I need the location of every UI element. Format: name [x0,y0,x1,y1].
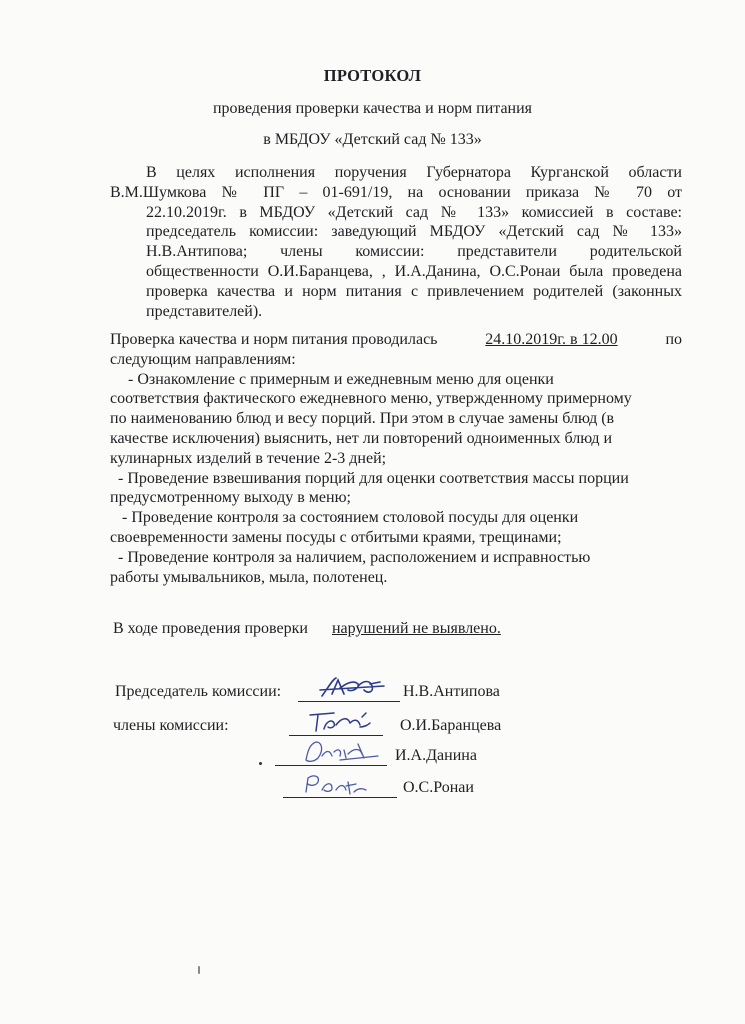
signer-name: Н.В.Антипова [403,683,500,700]
signer-name: О.С.Ронаи [403,779,474,796]
findings-line [113,620,501,638]
direction-line: - Проведение контроля за состоянием столовой посуды для оценки [122,509,579,527]
signature-antipova [318,674,388,702]
intro-line: В.М.Шумкова № ПГ – 01-691/19, на основании приказа № 70 от [110,183,682,201]
intro-line: В целях исполнения поручения Губернатора Курганской области [146,164,682,181]
direction-line: своевременности замены посуды с отбитыми краями, трещинами; [110,528,562,546]
intro-line: представителей). [146,302,263,320]
check-paragraph [110,330,682,587]
document-title: ПРОТОКОЛ [323,66,422,85]
intro-line: проверка качества и норм питания с привлечением родителей (законных [146,282,682,300]
check-line: следующим направлениям: [110,350,296,368]
stray-mark [259,762,262,765]
direction-line: соответствия фактического ежедневного меню, утвержденному примерному [110,390,632,408]
findings-label: В ходе проведения проверки [113,620,308,637]
stray-mark [198,966,200,974]
findings-result: нарушений не выявлено. [331,620,501,637]
direction-line: качестве исключения) выяснить, нет ли повторений одноименных блюд и [110,429,613,447]
check-date-time: 24.10.2019г. в 12.00 [485,331,618,348]
intro-line: Н.В.Антипова; члены комиссии: представители родительской [146,243,682,261]
direction-line: - Ознакомление с примерным и ежедневным меню для оценки [128,370,554,388]
intro-line: 22.10.2019г. в МБДОУ «Детский сад № 133» комиссией в составе: [146,203,682,221]
signature-ronai [300,772,370,798]
signature-barantseva [306,707,376,735]
signer-name: И.А.Данина [395,747,477,764]
signature-danina [300,738,380,766]
direction-line: работы умывальников, мыла, полотенец. [110,568,388,586]
direction-line: по наименованию блюд и весу порций. При этом в случае замены блюд (в [110,410,615,428]
check-line [110,330,682,350]
direction-line: предусмотренному выходу в меню; [110,489,351,507]
intro-line: общественности О.И.Баранцева, , И.А.Данина, О.С.Ронаи была проведена [146,262,682,280]
direction-line: - Проведение взвешивания порций для оценки соответствия массы порции [118,469,629,487]
document-subtitle: проведения проверки качества и норм питания [212,100,533,117]
intro-line: председатель комиссии: заведующий МБДОУ «Детский сад № 133» [146,223,682,241]
chair-label: Председатель комиссии: [115,683,282,700]
direction-line: - Проведение контроля за наличием, расположением и исправностью [118,548,591,566]
check-tail: по [665,331,682,348]
check-lead: Проверка качества и норм питания проводилась [110,331,438,348]
intro-paragraph [110,163,682,321]
signer-name: О.И.Баранцева [400,717,502,734]
members-label: члены комиссии: [113,717,229,734]
direction-line: кулинарных изделий в течение 2-3 дней; [110,449,387,467]
institution-line: в МБДОУ «Детский сад № 133» [263,131,482,148]
